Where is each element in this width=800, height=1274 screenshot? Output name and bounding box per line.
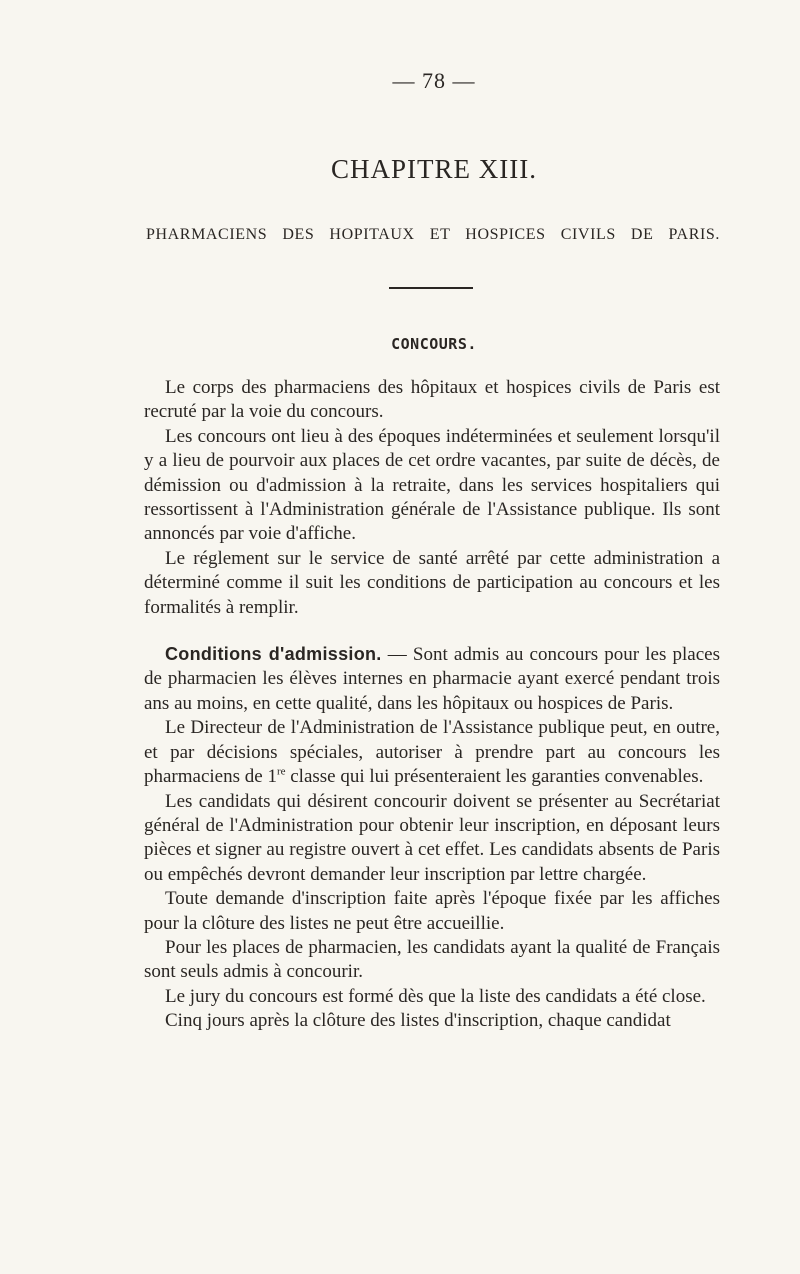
paragraph: Toute demande d'inscription faite après l'époque fixée par les affiches pour la clôture des listes ne peut être accueillie. (144, 888, 720, 934)
page-number: — 78 — (392, 68, 476, 93)
paragraph (144, 716, 720, 789)
paragraph-text: classe qui lui présenteraient les garanties convenables. (285, 766, 704, 788)
superscript: re (276, 765, 286, 778)
chapter-subtitle: PHARMACIENS DES HOPITAUX ET HOSPICES CIVILS DE PARIS. (146, 226, 720, 243)
paragraph: Pour les places de pharmacien, les candidats ayant la qualité de Français sont seuls admis à concourir. (144, 936, 720, 983)
paragraph: Les concours ont lieu à des époques indéterminées et seulement lorsqu'il y a lieu de pourvoir aux places de cet ordre vacantes, par suite de décès, de démission ou d'admission à la retraite, dans les services hospitaliers qui ressortissent à l'Administration générale de l'Assistance publique. Ils sont annoncés par voie d'affiche. (144, 425, 720, 545)
run-in-heading: Conditions d'admission. (165, 644, 382, 665)
body-text (144, 376, 720, 1034)
paragraph-conditions (144, 642, 720, 716)
paragraph: Le réglement sur le service de santé arrêté par cette administration a déterminé comme il suit les conditions de participation au concours et les formalités à remplir. (144, 547, 720, 618)
section-divider (389, 287, 473, 289)
chapter-title: CHAPITRE XIII. (331, 154, 537, 184)
paragraph: Les candidats qui désirent concourir doivent se présenter au Secrétariat général de l'Administration pour obtenir leur inscription, en déposant leurs pièces et signer au registre ouvert à cet effet. Les candidats absents de Paris ou empêchés devront demander leur inscription par lettre chargée. (144, 790, 720, 885)
paragraph: Cinq jours après la clôture des listes d'inscription, chaque candidat (165, 1010, 671, 1032)
paragraph-text: — Sont admis au concours pour les places de pharmacien les élèves internes en pharmacie ayant exercé pendant trois ans au moins, en cette qualité, dans les hôpitaux ou hospices de Paris. (144, 644, 720, 714)
paragraph: Le corps des pharmaciens des hôpitaux et hospices civils de Paris est recruté par la voie du concours. (144, 377, 720, 423)
paragraph-text: Le Directeur de l'Administration de l'Assistance publique peut, en outre, et par décisions spéciales, autoriser à prendre part au concours les pharmaciens de 1 (144, 717, 720, 788)
section-heading: CONCOURS. (391, 335, 477, 353)
paragraph: Le jury du concours est formé dès que la liste des candidats a été close. (165, 985, 706, 1007)
